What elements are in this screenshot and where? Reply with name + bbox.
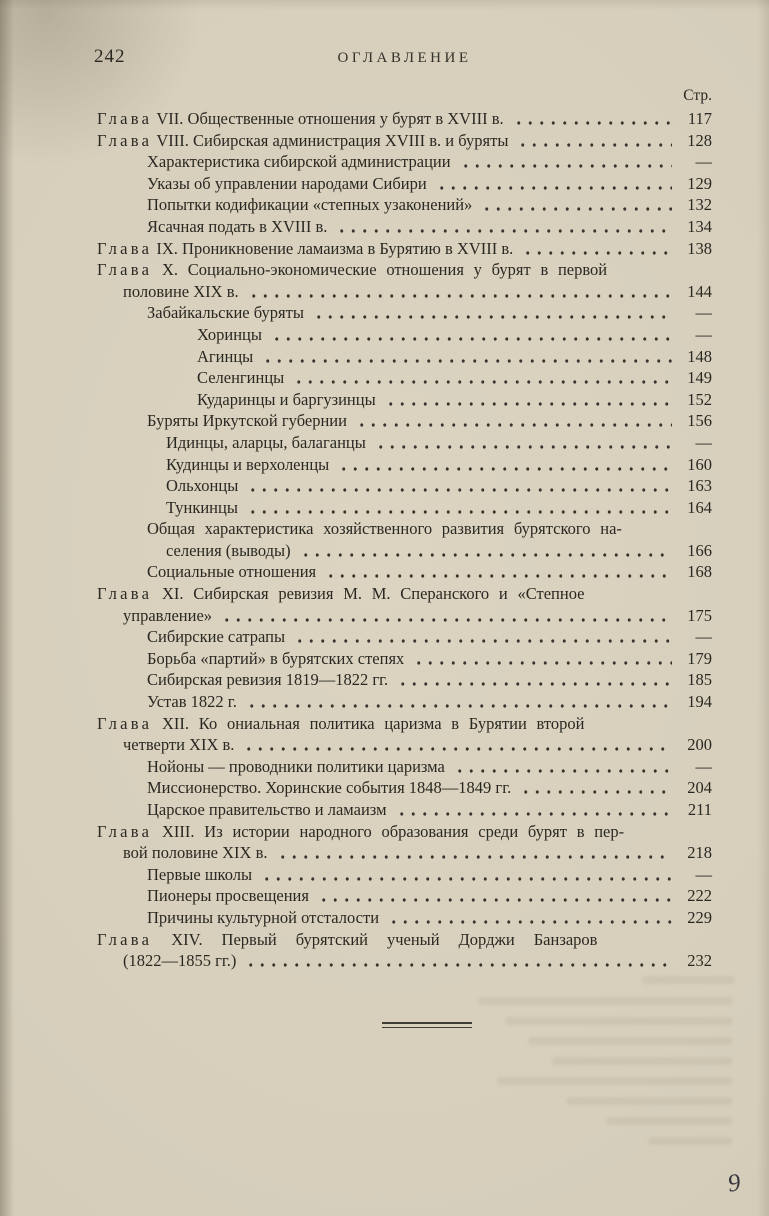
toc-page-number: 168 (687, 562, 712, 582)
toc-line (97, 281, 712, 303)
dot-leader (434, 173, 672, 195)
toc-line (97, 108, 712, 130)
toc-entry-text: Борьба «партий» в бурятских степях (147, 648, 405, 668)
toc-line (97, 777, 712, 799)
toc-page-number: 218 (687, 843, 712, 863)
toc-entry-text: Глава XI. Сибирская ревизия М. М. Сперанского и «Степное (97, 584, 585, 604)
toc-entry-text: Нойоны — проводники политики царизма (147, 756, 445, 776)
page-title: ОГЛАВЛЕНИЕ (337, 50, 472, 66)
dot-leader (316, 885, 672, 907)
toc-line (97, 756, 712, 778)
toc-entry-text: Пионеры просвещения (147, 886, 309, 906)
toc-page-number: 211 (687, 800, 712, 819)
toc-entry-text: Характеристика сибирской администрации (147, 152, 451, 172)
dot-leader (515, 130, 672, 152)
toc-line (97, 929, 712, 951)
toc-line (97, 367, 712, 389)
dot-leader (452, 756, 672, 778)
toc-entry-text: Тункинцы (166, 497, 238, 517)
dot-leader (260, 346, 672, 368)
dot-leader (520, 238, 672, 260)
toc-rows (97, 108, 712, 972)
toc-page-number: 160 (687, 454, 712, 474)
toc-line (97, 540, 712, 562)
toc-page-number: — (695, 324, 712, 344)
toc-entry-text: Кудинцы и верхоленцы (166, 454, 330, 474)
bleedthrough-line (566, 1097, 732, 1105)
chapter-word: Глава (97, 821, 153, 841)
toc-entry-text: половине XIX в. (123, 281, 239, 301)
dot-leader (275, 842, 673, 864)
toc-entry-text: Глава XIV. Первый бурятский ученый Дорджи Банзаров (97, 929, 598, 949)
toc-line (97, 173, 712, 195)
toc-page-number: 185 (687, 670, 712, 690)
toc-entry-text: (1822—1855 гг.) (123, 951, 237, 971)
toc-entry-text: Общая характеристика хозяйственного развития бурятского на- (147, 519, 622, 539)
dot-leader (311, 302, 672, 324)
toc-entry-text: Указы об управлении народами Сибири (147, 173, 427, 193)
toc-entry-text: Буряты Иркутской губернии (147, 411, 347, 431)
toc-line (97, 885, 712, 907)
bleedthrough-line (606, 1117, 732, 1125)
toc-page-number: 229 (687, 907, 712, 927)
dot-leader (244, 691, 672, 713)
toc-entry-text: управление» (123, 605, 213, 625)
chapter-word: Глава (97, 929, 153, 949)
toc-line (97, 583, 712, 605)
dot-leader (334, 216, 672, 238)
toc-line (97, 346, 712, 368)
chapter-word: Глава (97, 238, 153, 258)
section-divider (382, 1022, 472, 1029)
toc-entry-text: Первые школы (147, 864, 253, 884)
toc-entry-text: Царское правительство и ламаизм (147, 800, 387, 819)
toc-entry-text: Кударинцы и баргузинцы (197, 389, 376, 409)
toc-line (97, 497, 712, 519)
toc-page-number: 179 (687, 648, 712, 668)
toc-page-number: 138 (687, 238, 712, 258)
toc-line (97, 605, 712, 627)
dot-leader (292, 626, 672, 648)
dot-leader (354, 410, 672, 432)
toc-page-number: 117 (687, 109, 712, 128)
page-number: 242 (94, 46, 126, 67)
toc-entry-text: Миссионерство. Хоринские события 1848—1849 гг. (147, 778, 512, 798)
toc-line (97, 238, 712, 260)
toc-page-number: — (695, 303, 712, 323)
toc-entry-text: Ясачная подать в XVIII в. (147, 216, 328, 236)
toc-page-number: 232 (687, 951, 712, 971)
toc-entry-text: Глава X. Социально-экономические отношения у бурят в первой (97, 260, 608, 280)
dot-leader (323, 561, 672, 583)
chapter-word: Глава (97, 260, 153, 280)
dot-leader (298, 540, 672, 562)
toc-page-number: 194 (687, 692, 712, 712)
dot-leader (291, 367, 672, 389)
toc-page-number: — (695, 627, 712, 647)
toc-line (97, 648, 712, 670)
bleedthrough-line (648, 1137, 732, 1145)
toc-page-number: 129 (687, 173, 712, 193)
toc-entry-text: четверти XIX в. (123, 735, 235, 755)
toc-line (97, 130, 712, 152)
toc-line (97, 302, 712, 324)
dot-leader (395, 669, 672, 691)
toc-page-number: 175 (687, 605, 712, 625)
dot-leader (511, 108, 672, 130)
toc-entry-text: Сибирские сатрапы (147, 627, 286, 647)
toc-line (97, 518, 712, 540)
dot-leader (245, 497, 672, 519)
toc-line (97, 907, 712, 929)
toc-entry-text: Глава IX. Проникновение ламаизма в Бурятию в XVIII в. (97, 238, 514, 258)
toc-page-number: 149 (687, 368, 712, 388)
toc-entry-text: Сибирская ревизия 1819—1822 гг. (147, 670, 389, 690)
toc-page-number: 128 (687, 130, 712, 150)
toc-page-number: 204 (687, 778, 712, 798)
toc-entry-text: Идинцы, аларцы, балаганцы (166, 432, 366, 452)
dot-leader (518, 777, 672, 799)
toc-page-number: 134 (687, 216, 712, 236)
toc-line (97, 821, 712, 843)
toc-page-number: — (695, 152, 712, 172)
toc-entry-text: Селенгинцы (197, 368, 285, 388)
toc-entry-text: Забайкальские буряты (147, 303, 304, 323)
chapter-word: Глава (97, 713, 153, 733)
bleedthrough-line (528, 1037, 733, 1045)
toc-page-number: 148 (687, 346, 712, 366)
toc-entry-text: Глава VIII. Сибирская администрация XVIII в. и буряты (97, 130, 509, 150)
toc-line (97, 389, 712, 411)
toc-page-number: 156 (687, 411, 712, 431)
toc-line (97, 691, 712, 713)
corner-mark: 9 (726, 1169, 743, 1198)
toc-entry-text: Глава XII. Ко ониальная политика царизма в Бурятии второй (97, 713, 585, 733)
dot-leader (246, 281, 672, 303)
toc-line (97, 151, 712, 173)
toc-line (97, 561, 712, 583)
table-of-contents (97, 108, 712, 1028)
dot-leader (243, 950, 672, 972)
toc-entry-text: Социальные отношения (147, 562, 317, 582)
toc-page-number: 152 (687, 389, 712, 409)
dot-leader (336, 454, 672, 476)
dot-leader (479, 194, 672, 216)
dot-leader (241, 734, 672, 756)
dot-leader (269, 324, 672, 346)
toc-line (97, 842, 712, 864)
toc-page-number: 166 (687, 540, 712, 560)
toc-line (97, 626, 712, 648)
chapter-word: Глава (97, 130, 153, 150)
toc-page-number: 163 (687, 476, 712, 496)
toc-line (97, 432, 712, 454)
toc-page-number: 200 (687, 735, 712, 755)
toc-entry-text: Причины культурной отсталости (147, 907, 380, 927)
toc-line (97, 950, 712, 972)
toc-entry-text: Ольхонцы (166, 476, 239, 496)
toc-line (97, 713, 712, 735)
toc-entry-text: вой половине XIX в. (123, 843, 268, 863)
toc-page-number: 132 (687, 195, 712, 215)
dot-leader (373, 432, 672, 454)
dot-leader (219, 605, 672, 627)
dot-leader (383, 389, 672, 411)
dot-leader (259, 864, 672, 886)
toc-entry-text: Глава VII. Общественные отношения у бурят в XVIII в. (97, 109, 504, 128)
toc-line (97, 259, 712, 281)
bleedthrough-line (552, 1057, 733, 1065)
bleedthrough-line (497, 1077, 733, 1085)
toc-page-number: — (695, 756, 712, 776)
toc-line (97, 324, 712, 346)
page-column-label: Стр. (683, 87, 712, 104)
toc-page-number: 144 (687, 281, 712, 301)
toc-page-number: — (695, 432, 712, 452)
toc-line (97, 799, 712, 821)
toc-entry-text: Агинцы (197, 346, 254, 366)
chapter-word: Глава (97, 109, 153, 128)
toc-line (97, 194, 712, 216)
toc-page-number: — (695, 864, 712, 884)
toc-line (97, 216, 712, 238)
toc-line (97, 734, 712, 756)
toc-line (97, 475, 712, 497)
dot-leader (394, 799, 672, 821)
toc-line (97, 410, 712, 432)
toc-entry-text: селения (выводы) (166, 540, 291, 560)
toc-entry-text: Устав 1822 г. (147, 692, 237, 712)
chapter-word: Глава (97, 584, 153, 604)
toc-line (97, 864, 712, 886)
toc-page-number: 222 (687, 886, 712, 906)
dot-leader (386, 907, 672, 929)
toc-line (97, 669, 712, 691)
dot-leader (245, 475, 672, 497)
toc-entry-text: Хоринцы (197, 324, 262, 344)
dot-leader (458, 151, 672, 173)
toc-entry-text: Глава XIII. Из истории народного образования среди бурят в пер- (97, 821, 625, 841)
dot-leader (411, 648, 672, 670)
toc-line (97, 454, 712, 476)
toc-entry-text: Попытки кодификации «степных узаконений» (147, 195, 473, 215)
toc-page-number: 164 (687, 497, 712, 517)
